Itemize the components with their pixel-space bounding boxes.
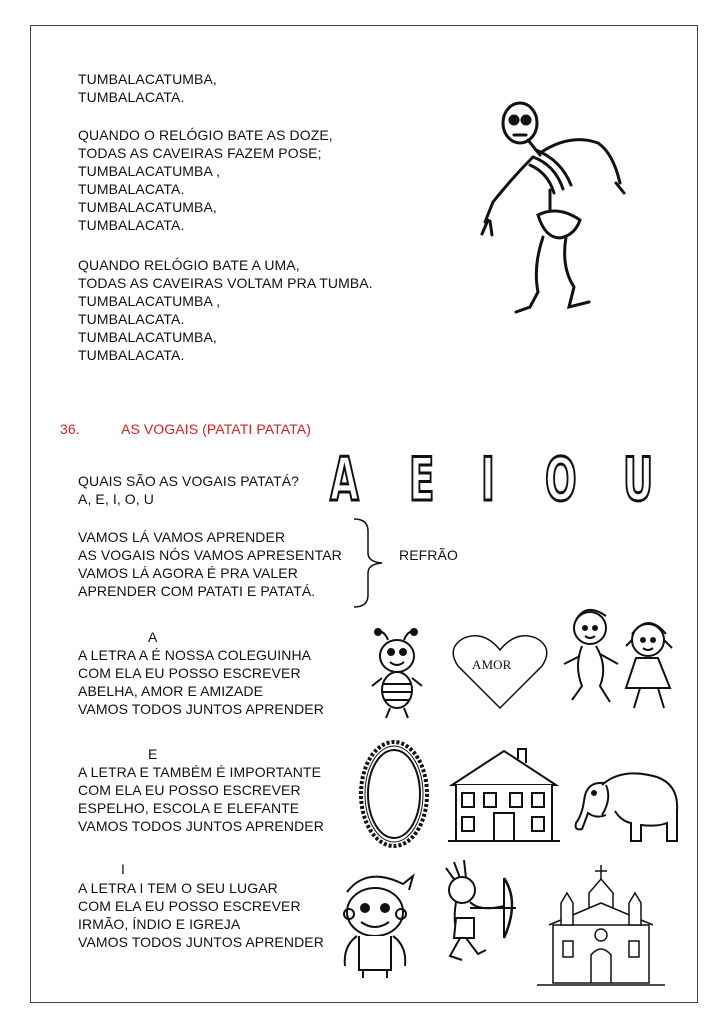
heart-label: AMOR bbox=[472, 657, 512, 672]
lyric-line: TUMBALACATUMBA, bbox=[78, 329, 217, 345]
section-title: AS VOGAIS (PATATI PATATA) bbox=[121, 421, 311, 437]
bee-icon bbox=[370, 628, 425, 720]
children-icon bbox=[560, 600, 686, 715]
vowel-letter: I bbox=[481, 445, 495, 515]
stanza-line: COM ELA EU POSSO ESCREVER bbox=[78, 898, 301, 914]
lyric-line: TUMBALACATA. bbox=[78, 217, 185, 233]
refrain-line: VAMOS LÁ VAMOS APRENDER bbox=[78, 529, 286, 545]
stanza-letter: I bbox=[121, 861, 125, 877]
stanza-line: ESPELHO, ESCOLA E ELEFANTE bbox=[78, 800, 300, 816]
stanza-line: VAMOS TODOS JUNTOS APRENDER bbox=[78, 934, 324, 950]
lyric-line: TUMBALACATUMBA , bbox=[78, 163, 221, 179]
elephant-icon bbox=[572, 765, 682, 845]
lyric-line: TUMBALACATA. bbox=[78, 347, 185, 363]
lyric-line: QUANDO RELÓGIO BATE A UMA, bbox=[78, 257, 300, 273]
stanza-line: A LETRA I TEM O SEU LUGAR bbox=[78, 880, 278, 896]
lyric-line: TUMBALACATA. bbox=[78, 181, 185, 197]
mirror-icon bbox=[358, 738, 430, 850]
stanza-line: COM ELA EU POSSO ESCREVER bbox=[78, 665, 301, 681]
skeleton-icon bbox=[478, 95, 628, 325]
lyric-line: TODAS AS CAVEIRAS FAZEM POSE; bbox=[78, 145, 322, 161]
stanza-line: COM ELA EU POSSO ESCREVER bbox=[78, 782, 301, 798]
stanza-letter: E bbox=[148, 746, 158, 762]
intro-line: A, E, I, O, U bbox=[78, 491, 154, 507]
vowel-letter: E bbox=[409, 445, 435, 515]
vowel-letter: A bbox=[330, 445, 359, 515]
stanza-letter: A bbox=[148, 629, 158, 645]
lyric-line: TODAS AS CAVEIRAS VOLTAM PRA TUMBA. bbox=[78, 275, 373, 291]
stanza-line: IRMÃO, ÍNDIO E IGREJA bbox=[78, 916, 241, 932]
lyric-line: TUMBALACATA. bbox=[78, 89, 185, 105]
section-number: 36. bbox=[60, 421, 80, 437]
intro-line: QUAIS SÃO AS VOGAIS PATATÁ? bbox=[78, 473, 300, 489]
lyric-line: QUANDO O RELÓGIO BATE AS DOZE, bbox=[78, 127, 333, 143]
lyric-line: TUMBALACATUMBA, bbox=[78, 71, 217, 87]
vowel-letter: U bbox=[623, 445, 654, 515]
lyric-line: TUMBALACATUMBA, bbox=[78, 199, 217, 215]
stanza-line: A LETRA A É NOSSA COLEGUINHA bbox=[78, 647, 312, 663]
indian-archer-icon bbox=[430, 858, 520, 970]
refrain-line: VAMOS LÁ AGORA É PRA VALER bbox=[78, 565, 298, 581]
stanza-line: VAMOS TODOS JUNTOS APRENDER bbox=[78, 701, 324, 717]
stanza-line: ABELHA, AMOR E AMIZADE bbox=[78, 683, 264, 699]
stanza-line: VAMOS TODOS JUNTOS APRENDER bbox=[78, 818, 324, 834]
vowel-letter: O bbox=[545, 445, 577, 515]
lyric-line: TUMBALACATA. bbox=[78, 311, 185, 327]
church-icon bbox=[537, 863, 665, 988]
refrain-line: APRENDER COM PATATI E PATATÁ. bbox=[78, 583, 316, 599]
refrain-brace bbox=[352, 517, 386, 609]
boy-icon bbox=[333, 866, 418, 981]
lyric-line: TUMBALACATUMBA , bbox=[78, 293, 221, 309]
refrain-label: REFRÃO bbox=[399, 547, 458, 563]
stanza-line: A LETRA E TAMBÉM É IMPORTANTE bbox=[78, 764, 322, 780]
refrain-line: AS VOGAIS NÓS VAMOS APRESENTAR bbox=[78, 547, 342, 563]
school-icon bbox=[448, 745, 560, 845]
